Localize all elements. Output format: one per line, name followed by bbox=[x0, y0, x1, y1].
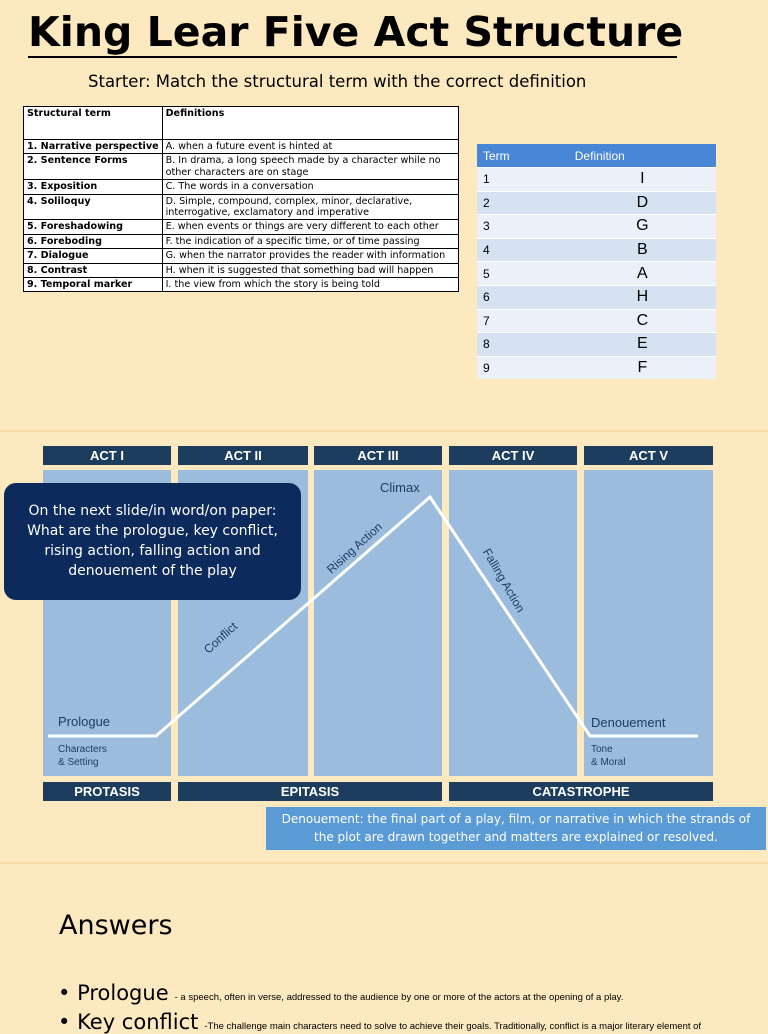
label-rising-action: Rising Action bbox=[324, 519, 385, 577]
task-callout bbox=[4, 483, 301, 600]
label-prologue: Prologue bbox=[58, 714, 111, 729]
denouement-line: the plot are drawn together and matters are explained or resolved. bbox=[314, 830, 718, 844]
label-falling-action: Falling Action bbox=[479, 546, 528, 615]
act-header: ACT IV bbox=[449, 446, 577, 465]
callout-line: On the next slide/in word/on paper: bbox=[28, 503, 277, 519]
header-structural-term: Structural term bbox=[24, 107, 163, 140]
answer-definition: D bbox=[569, 191, 716, 215]
definition-cell: C. The words in a conversation bbox=[162, 180, 458, 194]
definition-cell: A. when a future event is hinted at bbox=[162, 140, 458, 154]
answer-term: 7 bbox=[477, 309, 569, 333]
answer-term: 6 bbox=[477, 285, 569, 309]
header-definitions: Definitions bbox=[162, 107, 458, 140]
bullet-term: Key conflict bbox=[77, 1010, 199, 1034]
act-header: ACT V bbox=[584, 446, 713, 465]
callout-line: What are the prologue, key conflict, bbox=[27, 523, 278, 539]
header-term: Term bbox=[477, 144, 569, 168]
definition-cell: F. the indication of a specific time, or of time passing bbox=[162, 234, 458, 248]
header-definition: Definition bbox=[569, 144, 716, 168]
label-moral: & Moral bbox=[591, 757, 626, 768]
list-item: • Key conflict -The challenge main characters need to solve to achieve their goals. Traditionally, conflict is a major literary element of bbox=[58, 1010, 702, 1034]
answer-term: 9 bbox=[477, 356, 569, 379]
term-cell: 1. Narrative perspective bbox=[24, 140, 163, 154]
page-title: King Lear Five Act Structure bbox=[28, 8, 684, 56]
term-cell: 8. Contrast bbox=[24, 263, 163, 277]
term-cell: 4. Soliloquy bbox=[24, 194, 163, 220]
callout-line: rising action, falling action and bbox=[44, 543, 261, 559]
label-characters: Characters bbox=[58, 744, 107, 755]
starter-instruction: Starter: Match the structural term with the correct definition bbox=[88, 72, 587, 91]
term-cell: 3. Exposition bbox=[24, 180, 163, 194]
term-cell: 2. Sentence Forms bbox=[24, 154, 163, 180]
label-tone: Tone bbox=[591, 744, 613, 755]
answer-definition: I bbox=[569, 168, 716, 192]
act-header: ACT I bbox=[43, 446, 171, 465]
section-catastrophe: CATASTROPHE bbox=[449, 782, 713, 801]
act-header: ACT II bbox=[178, 446, 308, 465]
denouement-line: Denouement: the final part of a play, film, or narrative in which the strands of bbox=[281, 812, 751, 826]
act-header: ACT III bbox=[314, 446, 442, 465]
label-conflict: Conflict bbox=[201, 619, 241, 657]
answer-definition: H bbox=[569, 285, 716, 309]
term-cell: 9. Temporal marker bbox=[24, 278, 163, 292]
answer-term: 2 bbox=[477, 191, 569, 215]
section-epitasis: EPITASIS bbox=[178, 782, 442, 801]
definition-cell: H. when it is suggested that something bad will happen bbox=[162, 263, 458, 277]
answer-definition: C bbox=[569, 309, 716, 333]
answer-term: 8 bbox=[477, 333, 569, 357]
term-cell: 7. Dialogue bbox=[24, 249, 163, 263]
answer-term: 1 bbox=[477, 168, 569, 192]
definition-cell: I. the view from which the story is being told bbox=[162, 278, 458, 292]
bullet-text: -The challenge main characters need to solve to achieve their goals. Traditionally, conflict is a major literary element of bbox=[204, 1021, 702, 1032]
answers-heading: Answers bbox=[59, 910, 173, 941]
answer-definition: G bbox=[569, 215, 716, 239]
list-item: • Prologue - a speech, often in verse, addressed to the audience by one or more of the actors at the opening of a play. bbox=[58, 981, 624, 1005]
bullet-term: Prologue bbox=[77, 981, 169, 1005]
definition-cell: D. Simple, compound, complex, minor, declarative, interrogative, exclamatory and imperative bbox=[162, 194, 458, 220]
answer-definition: E bbox=[569, 333, 716, 357]
callout-line: denouement of the play bbox=[68, 563, 237, 579]
bullet-text: - a speech, often in verse, addressed to the audience by one or more of the actors at the opening of a play. bbox=[174, 992, 624, 1003]
answer-term: 4 bbox=[477, 238, 569, 262]
definition-cell: B. In drama, a long speech made by a character while no other characters are on stage bbox=[162, 154, 458, 180]
answer-definition: A bbox=[569, 262, 716, 286]
label-climax: Climax bbox=[380, 480, 420, 495]
label-setting: & Setting bbox=[58, 757, 99, 768]
answer-definition: F bbox=[569, 356, 716, 379]
answer-definition: B bbox=[569, 238, 716, 262]
label-denouement: Denouement bbox=[591, 715, 666, 730]
answer-term: 3 bbox=[477, 215, 569, 239]
definition-cell: G. when the narrator provides the reader with information bbox=[162, 249, 458, 263]
section-protasis: PROTASIS bbox=[43, 782, 171, 801]
term-cell: 5. Foreshadowing bbox=[24, 220, 163, 234]
denouement-definition bbox=[266, 807, 766, 850]
term-cell: 6. Foreboding bbox=[24, 234, 163, 248]
definition-cell: E. when events or things are very different to each other bbox=[162, 220, 458, 234]
answer-term: 5 bbox=[477, 262, 569, 286]
